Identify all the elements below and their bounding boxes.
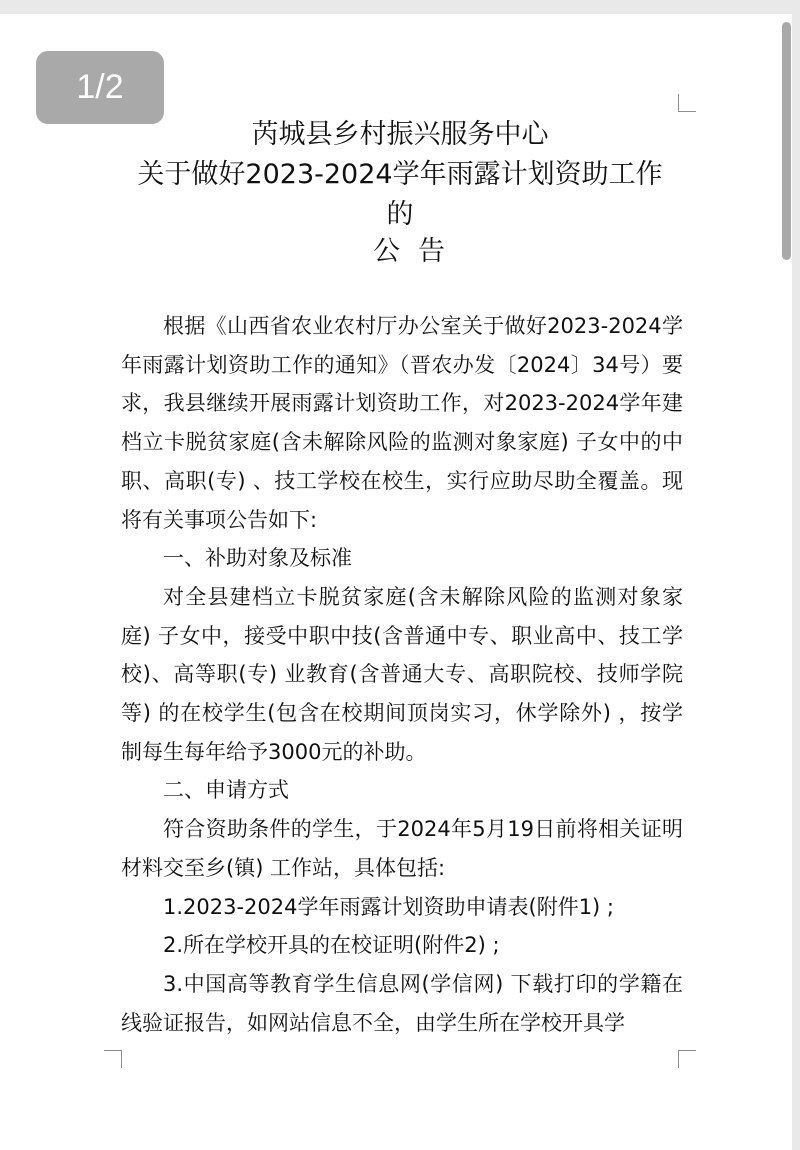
title-line-3: 的 bbox=[386, 199, 414, 230]
paragraph-subsidy: 对全县建档立卡脱贫家庭(含未解除风险的监测对象家庭) 子女中，接受中职中技(含普通中专、职业高中、技工学校)、高等职(专) 业教育(含普通大专、高职院校、技师学院等) 的在校学生(包含在校期间顶岗实习，休学除外) ，按学制每生每年给予3000元的补助。 bbox=[121, 584, 683, 764]
paragraph-application: 符合资助条件的学生，于2024年5月19日前将相关证明材料交至乡(镇) 工作站，具体包括: bbox=[121, 817, 683, 880]
list-item-3: 3.中国高等教育学生信息网(学信网) 下载打印的学籍在线验证报告，如网站信息不全，由学生所在学校开具学 bbox=[121, 971, 683, 1035]
list-item-2: 2.所在学校开具的在校证明(附件2) ; bbox=[163, 933, 500, 958]
title-line-2: 关于做好2023-2024学年雨露计划资助工作 bbox=[137, 159, 663, 190]
crop-mark-top-right bbox=[678, 94, 696, 112]
crop-mark-bottom-right bbox=[678, 1050, 696, 1068]
section-heading-1: 一、补助对象及标准 bbox=[163, 546, 352, 571]
vertical-scrollbar[interactable] bbox=[782, 22, 791, 260]
paragraph-intro: 根据《山西省农业农村厅办公室关于做好2023-2024学年雨露计划资助工作的通知》（晋农办发〔2024〕34号）要求，我县继续开展雨露计划资助工作，对2023-2024学年建档立卡脱贫家庭(含未解除风险的监测对象家庭) 子女中的中职、高职(专) 、技工学校在校生，实行应助尽助全覆盖。现将有关事项公告如下: bbox=[121, 314, 683, 532]
list-item-1: 1.2023-2024学年雨露计划资助申请表(附件1) ; bbox=[163, 894, 614, 919]
section-heading-2: 二、申请方式 bbox=[163, 778, 289, 803]
title-line-4: 公告 bbox=[373, 236, 463, 267]
document-body bbox=[121, 307, 683, 1042]
crop-mark-bottom-left bbox=[104, 1050, 122, 1068]
title-line-1: 芮城县乡村振兴服务中心 bbox=[251, 119, 549, 150]
page-indicator: 1/2 bbox=[36, 51, 164, 124]
